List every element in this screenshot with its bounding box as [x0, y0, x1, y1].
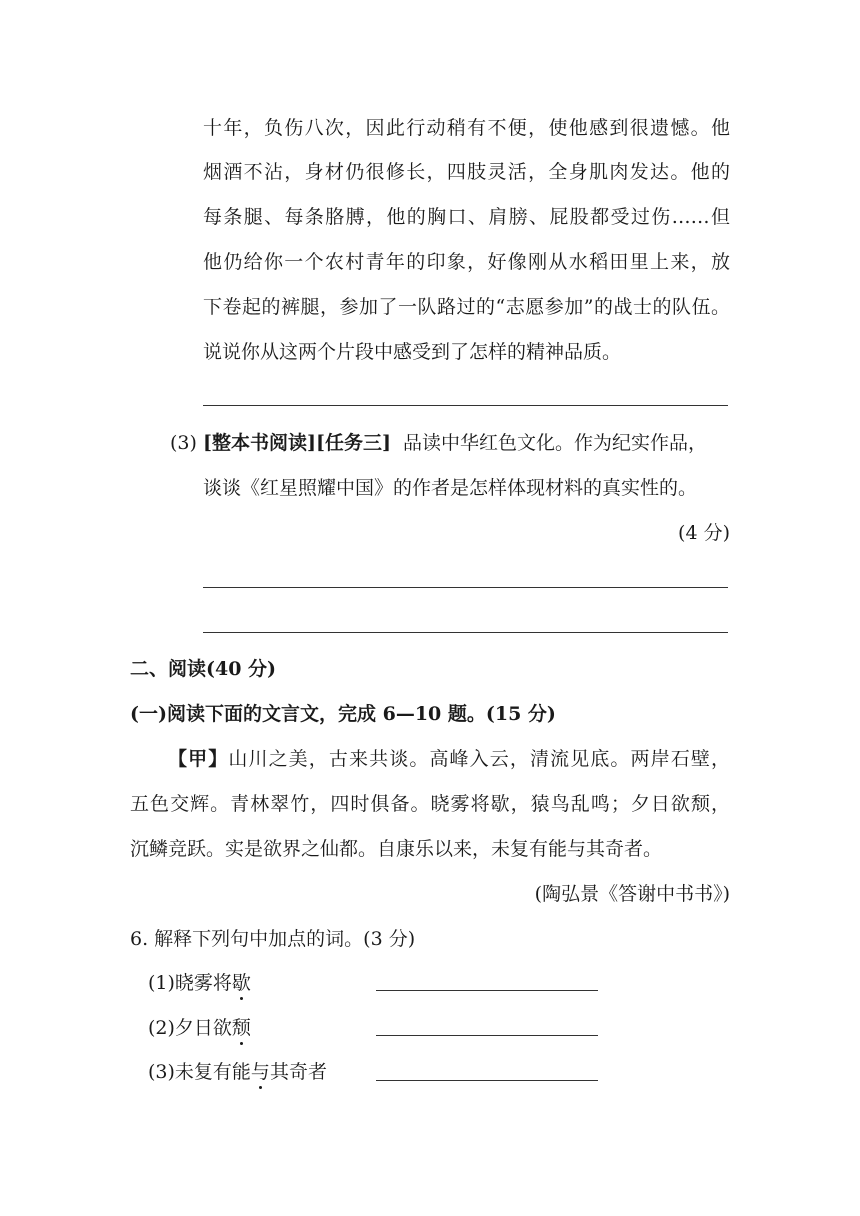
jia-line-1 — [168, 745, 730, 773]
q6-item-2-pre: (2)夕日欲 — [148, 1017, 232, 1039]
answer-line-3[interactable] — [376, 1080, 598, 1081]
passage-question: 说说你从这两个片段中感受到了怎样的精神品质。 — [203, 341, 622, 363]
section-subtitle: (一)阅读下面的文言文，完成 6—10 题。(15 分) — [130, 703, 556, 725]
q6-item-1 — [148, 969, 251, 997]
jia-source: (陶弘景《答谢中书书》) — [534, 883, 730, 905]
answer-line-1[interactable] — [376, 990, 598, 991]
section-title: 二、阅读(40 分) — [130, 658, 277, 680]
answer-line[interactable] — [203, 587, 728, 588]
q6-item-2-dotted: 颓 — [231, 1017, 251, 1039]
q6-item-3-pre: (3)未复有能 — [148, 1061, 251, 1083]
answer-line[interactable] — [203, 405, 728, 406]
passage-line-1: 十年，负伤八次，因此行动稍有不便，使他感到很遗憾。他 — [203, 117, 730, 139]
q6-item-3 — [148, 1058, 327, 1086]
q3-text-1: 品读中华红色文化。作为纪实作品， — [402, 432, 707, 454]
jia-label: 【甲】 — [168, 748, 229, 770]
answer-line-2[interactable] — [376, 1035, 598, 1036]
jia-line-3: 沉鳞竞跃。实是欲界之仙都。自康乐以来，未复有能与其奇者。 — [130, 838, 663, 860]
q6-item-2 — [148, 1014, 251, 1042]
passage-line-3: 每条腿、每条胳膊，他的胸口、肩膀、屁股都受过伤……但 — [203, 206, 730, 228]
q3-tag: [整本书阅读][任务三] — [202, 432, 391, 454]
passage-line-2: 烟酒不沾，身材仍很修长，四肢灵活，全身肌肉发达。他的 — [203, 161, 730, 183]
q3-number: (3) — [170, 432, 197, 454]
q6-stem: 6. 解释下列句中加点的词。(3 分) — [130, 928, 416, 950]
q6-item-3-dotted: 与 — [250, 1061, 270, 1083]
passage-line-5: 下卷起的裤腿，参加了一队路过的“志愿参加”的战士的队伍。 — [203, 296, 730, 318]
jia-line-2: 五色交辉。青林翠竹，四时俱备。晓雾将歇，猿鸟乱鸣；夕日欲颓， — [130, 793, 730, 815]
passage-line-4: 他仍给你一个农村青年的印象，好像刚从水稻田里上来，放 — [203, 251, 730, 273]
q6-item-1-pre: (1)晓雾将 — [148, 972, 232, 994]
q6-item-3-post: 其奇者 — [269, 1061, 327, 1083]
q3-score: (4 分) — [678, 522, 730, 544]
q3-line-2: 谈谈《红星照耀中国》的作者是怎样体现材料的真实性的。 — [203, 477, 698, 499]
q6-item-1-dotted: 歇 — [231, 972, 251, 994]
answer-line[interactable] — [203, 632, 728, 633]
jia-text-1: 山川之美，古来共谈。高峰入云，清流见底。两岸石壁， — [228, 748, 730, 770]
q3-line-1 — [170, 429, 730, 457]
